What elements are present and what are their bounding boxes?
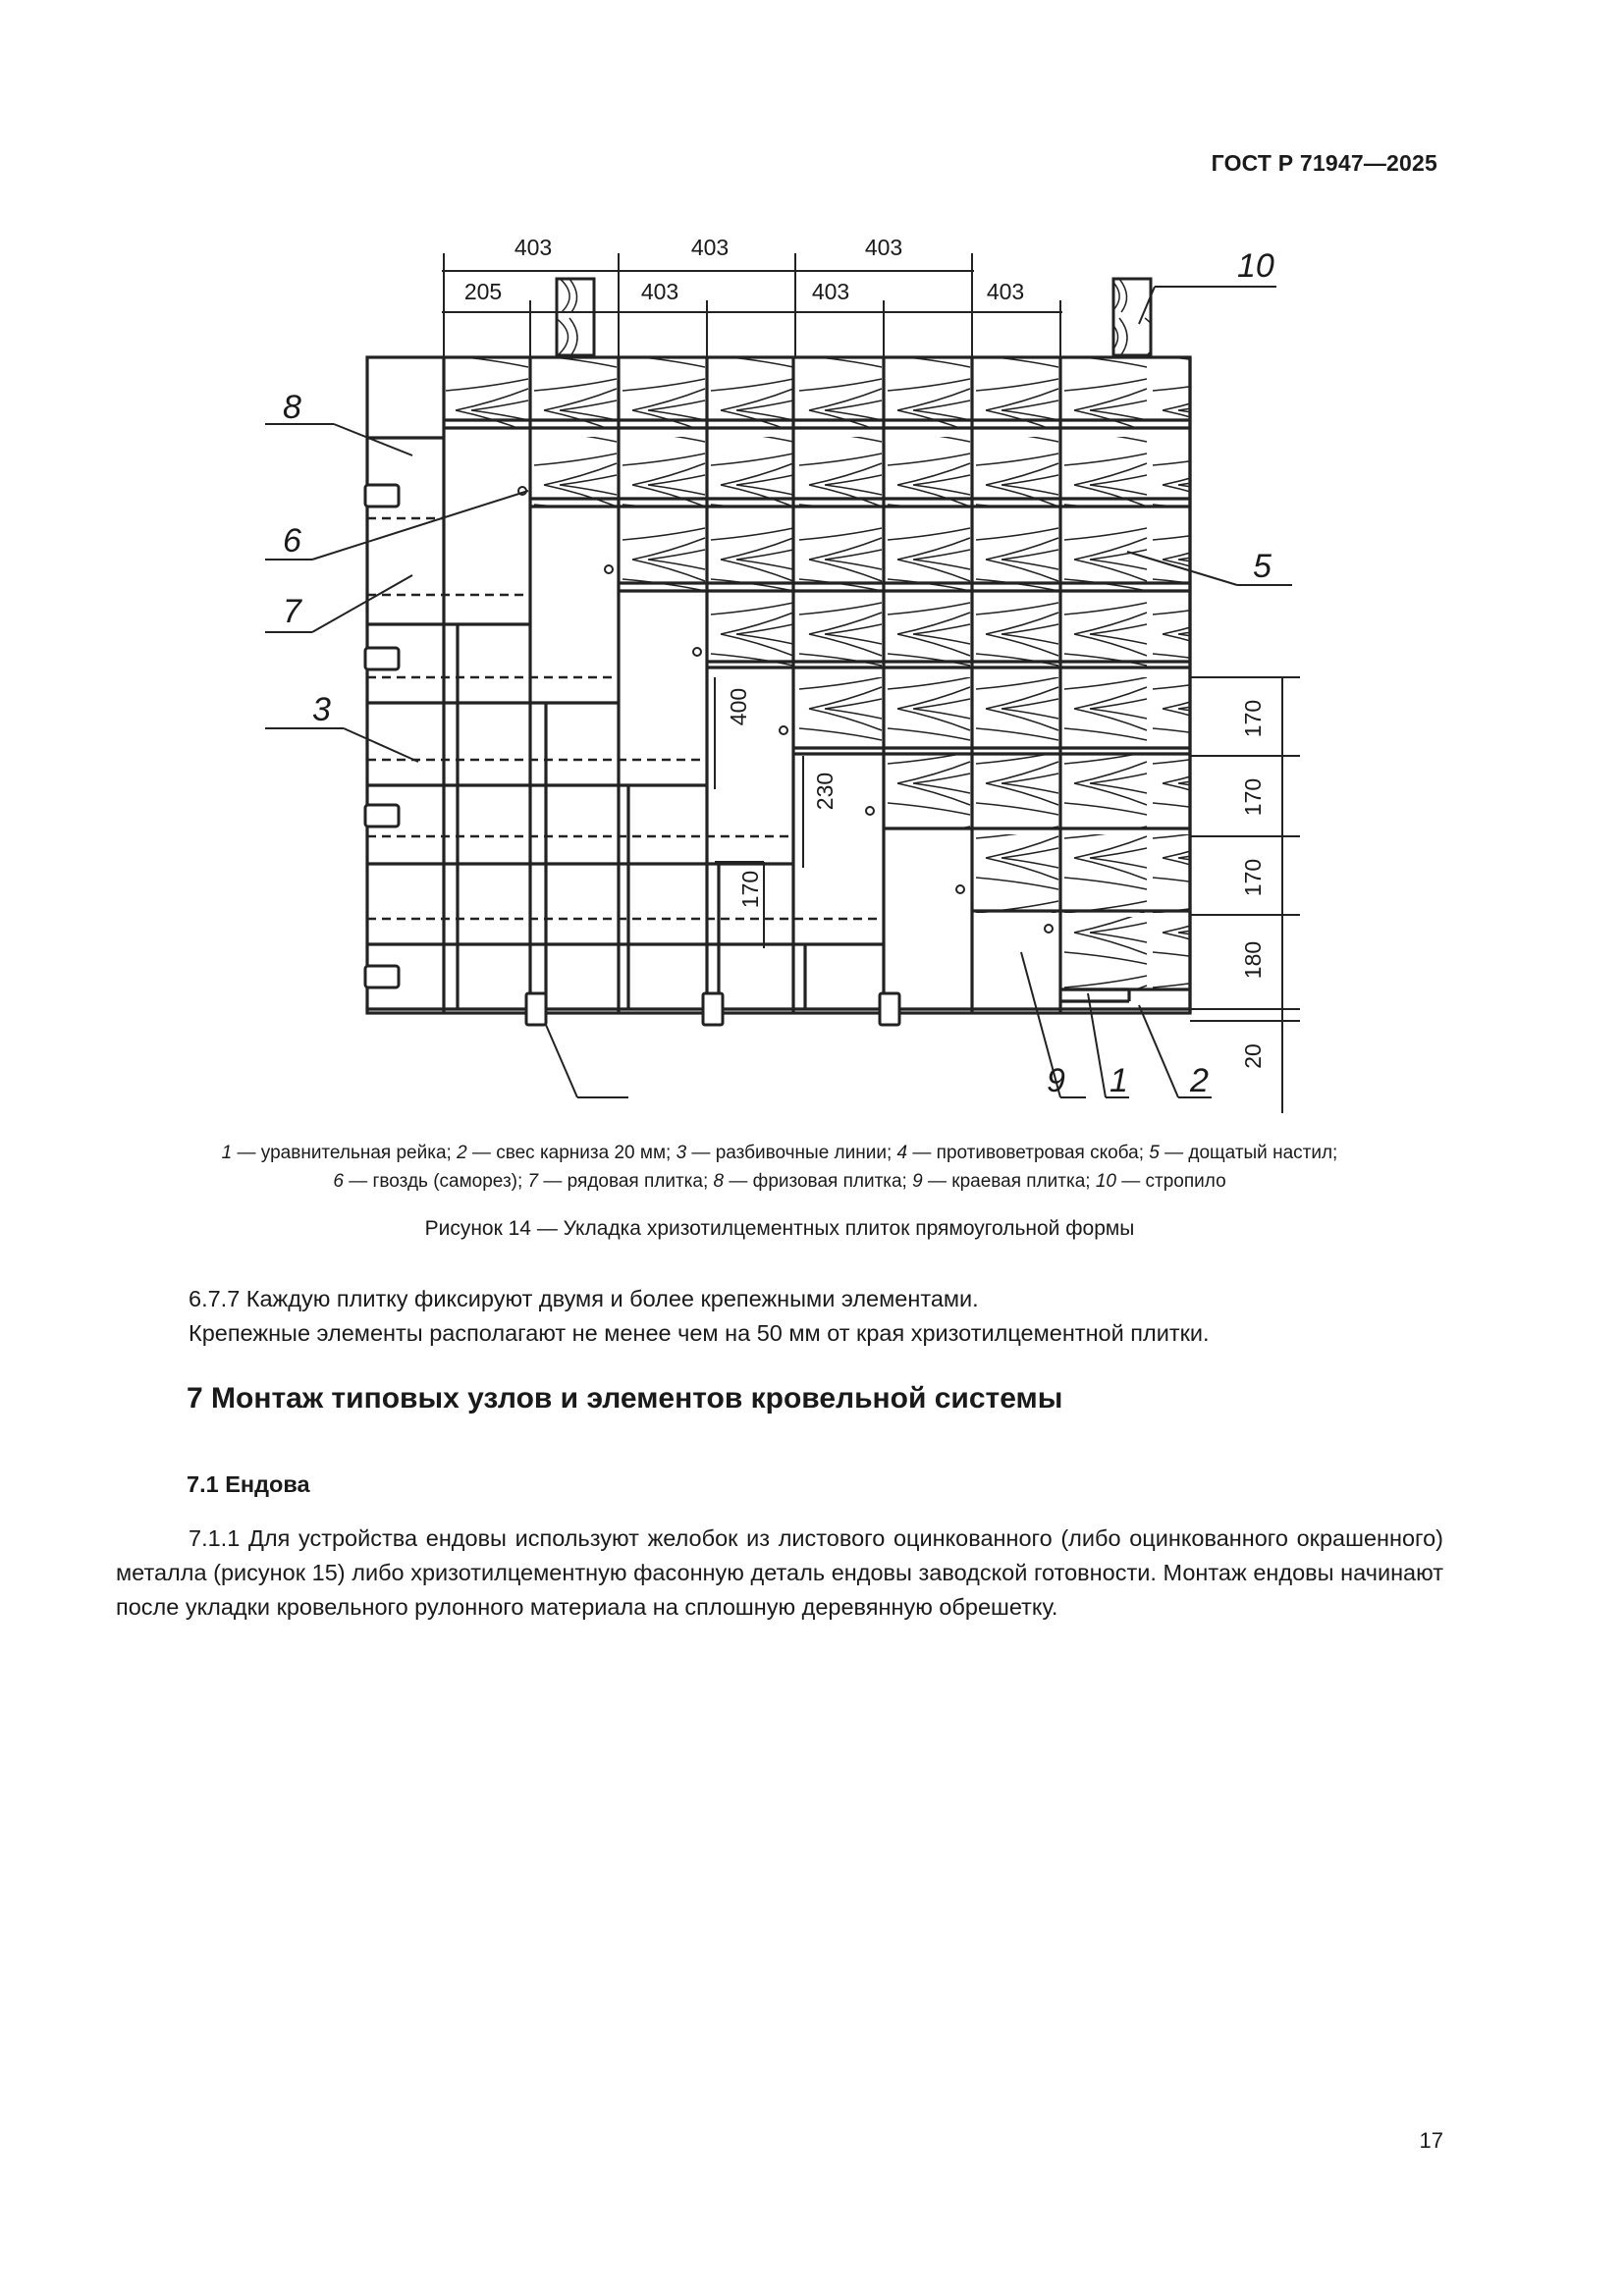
paragraph-7-1-1 <box>116 1522 1443 1625</box>
page-number: 17 <box>1419 2128 1443 2153</box>
legend-text: — рядовая плитка; <box>538 1171 714 1192</box>
callout-5: 5 <box>1253 548 1272 585</box>
legend-text: — дощатый настил; <box>1159 1143 1338 1163</box>
legend-text: — гвоздь (саморез); <box>343 1171 528 1192</box>
paragraph-text: Крепежные элементы располагают не менее чем на 50 мм от края хризотилцементной плитки. <box>189 1320 1210 1346</box>
callout-7: 7 <box>283 593 301 630</box>
document-header: ГОСТ Р 71947—2025 <box>1211 150 1437 176</box>
legend-num: 4 <box>896 1143 908 1163</box>
legend-num: 10 <box>1095 1171 1116 1192</box>
dim-inner-230: 230 <box>812 772 838 811</box>
dim-top-1: 403 <box>514 235 553 260</box>
paragraph-6-7-7 <box>116 1282 1443 1351</box>
section-7-1-heading: 7.1 Ендова <box>187 1471 310 1497</box>
section-7-heading: 7 Монтаж типовых узлов и элементов кровельной системы <box>187 1382 1063 1415</box>
legend-num: 9 <box>912 1171 923 1192</box>
callout-3: 3 <box>312 691 331 728</box>
roof-tile-layout-figure <box>0 0 1624 1139</box>
figure-caption: Рисунок 14 — Укладка хризотилцементных плиток прямоугольной формы <box>424 1217 1135 1240</box>
legend-num: 5 <box>1149 1143 1160 1163</box>
legend-text: — разбивочные линии; <box>686 1143 897 1163</box>
paragraph-text: 6.7.7 Каждую плитку фиксируют двумя и более крепежными элементами. <box>189 1286 979 1311</box>
legend-num: 6 <box>333 1171 344 1192</box>
legend-text: — стропило <box>1115 1171 1226 1192</box>
dim-right-2: 170 <box>1240 777 1266 817</box>
callout-1: 1 <box>1110 1062 1128 1099</box>
callout-8: 8 <box>283 389 301 426</box>
legend-text: — краевая плитка; <box>922 1171 1096 1192</box>
dim-top-2: 403 <box>690 235 730 260</box>
legend-num: 2 <box>457 1143 467 1163</box>
legend-line-2 <box>116 1167 1443 1196</box>
dim-top-3: 403 <box>864 235 903 260</box>
legend-text: — свес карниза 20 мм; <box>466 1143 677 1163</box>
paragraph-6-7-7-line-2 <box>116 1316 1443 1351</box>
dim-right-3: 170 <box>1240 858 1266 897</box>
callout-2: 2 <box>1190 1062 1209 1099</box>
legend-text: — уравнительная рейка; <box>232 1143 458 1163</box>
dim-right-5: 20 <box>1240 1043 1266 1069</box>
callout-6: 6 <box>283 522 301 560</box>
legend-num: 7 <box>527 1171 539 1192</box>
callout-10: 10 <box>1237 247 1274 285</box>
dim-second-3: 403 <box>811 279 850 304</box>
legend-text: — фризовая плитка; <box>724 1171 913 1192</box>
callout-9: 9 <box>1047 1062 1065 1099</box>
legend-text: — противоветровая скоба; <box>907 1143 1150 1163</box>
dim-second-1: 205 <box>463 279 503 304</box>
boarding-deck <box>444 358 1190 989</box>
paragraph-6-7-7-line-1 <box>116 1282 1443 1316</box>
dim-right-1: 170 <box>1240 699 1266 738</box>
paragraph-text: 7.1.1 Для устройства ендовы используют желобок из листового оцинкованного (либо оцинкованного окрашенного) металла (рисунок 15) либо хризотилцементную фасонную деталь ендовы заводской готовности. Монтаж ендовы начинают после укладки кровельного рулонного материала на сплошную деревянную обрешетку. <box>116 1525 1443 1620</box>
dim-right-4: 180 <box>1240 940 1266 980</box>
dim-second-2: 403 <box>640 279 679 304</box>
dim-inner-400: 400 <box>726 687 751 726</box>
figure-legend <box>116 1139 1443 1196</box>
legend-num: 3 <box>676 1143 687 1163</box>
dim-inner-170: 170 <box>737 870 763 909</box>
legend-num: 1 <box>221 1143 233 1163</box>
legend-line-1 <box>116 1139 1443 1167</box>
dim-second-4: 403 <box>986 279 1025 304</box>
legend-num: 8 <box>713 1171 725 1192</box>
